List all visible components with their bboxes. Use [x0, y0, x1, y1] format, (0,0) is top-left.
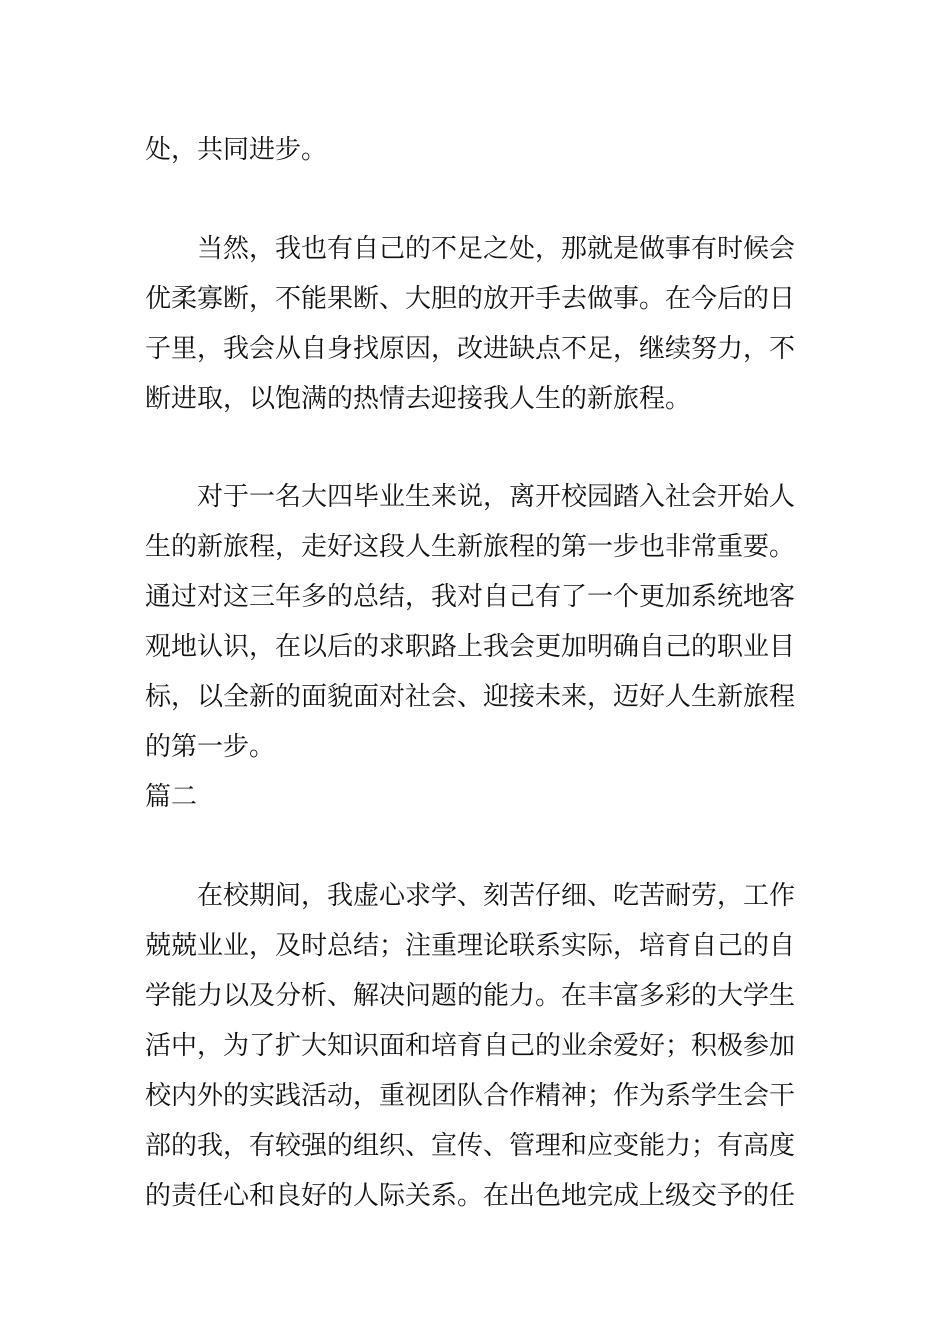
text-line: 生的新旅程，走好这段人生新旅程的第一步也非常重要。: [145, 532, 796, 562]
text-line: 的责任心和良好的人际关系。在出色地完成上级交予的任: [145, 1181, 796, 1211]
text-line: 子里，我会从自身找原因，改进缺点不足，继续努力，不: [145, 334, 796, 364]
text-line: 部的我，有较强的组织、宣传、管理和应变能力；有高度: [145, 1131, 796, 1161]
text-line: 兢兢业业，及时总结；注重理论联系实际，培育自己的自: [145, 931, 796, 961]
text-line: 当然，我也有自己的不足之处，那就是做事有时候会: [145, 234, 796, 264]
text-line: 对于一名大四毕业生来说，离开校园踏入社会开始人: [145, 482, 796, 512]
text-line: 活中，为了扩大知识面和培育自己的业余爱好；积极参加: [145, 1031, 796, 1061]
text-line: 在校期间，我虚心求学、刻苦仔细、吃苦耐劳，工作: [145, 881, 796, 911]
text-line: 学能力以及分析、解决问题的能力。在丰富多彩的大学生: [145, 981, 796, 1011]
text-line: 通过对这三年多的总结，我对自己有了一个更加系统地客: [145, 582, 796, 612]
text-line: 的第一步。: [145, 732, 276, 762]
text-line: 标，以全新的面貌面对社会、迎接未来，迈好人生新旅程: [145, 682, 796, 712]
text-line: 观地认识，在以后的求职路上我会更加明确自己的职业目: [145, 632, 796, 662]
text-line: 断进取，以饱满的热情去迎接我人生的新旅程。: [145, 384, 692, 414]
text-line: 处，共同进步。: [145, 135, 328, 165]
text-line: 优柔寡断，不能果断、大胆的放开手去做事。在今后的日: [145, 284, 796, 314]
section-heading: 篇二: [145, 782, 198, 812]
text-line: 校内外的实践活动，重视团队合作精神；作为系学生会干: [145, 1081, 796, 1111]
